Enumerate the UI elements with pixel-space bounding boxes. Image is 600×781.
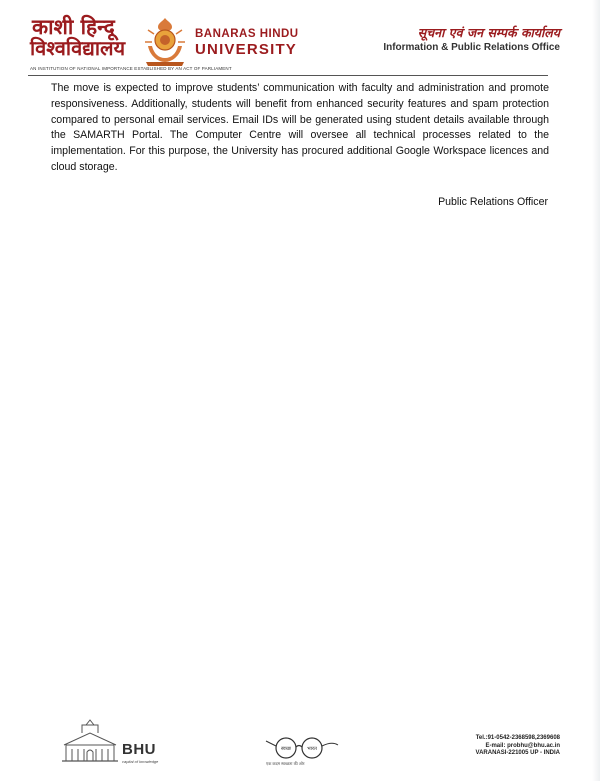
university-name-hindi: [30, 16, 125, 59]
office-name-english: Information & Public Relations Office: [383, 42, 560, 53]
office-name-hindi: सूचना एवं जन सम्पर्क कार्यालय: [417, 25, 560, 40]
hindi-name-line2: विश्वविद्यालय: [30, 36, 126, 61]
bhu-building-icon: [60, 719, 120, 765]
page-edge: [592, 0, 600, 781]
letterhead-tagline: AN INSTITUTION OF NATIONAL IMPORTANCE ESTABLISHED BY AN ACT OF PARLIAMENT: [30, 66, 232, 71]
bhu-logo-text: BHU: [122, 741, 156, 758]
swachh-tagline: एक कदम स्वच्छता की ओर: [266, 761, 305, 766]
university-emblem-icon: [140, 16, 190, 68]
office-name: [383, 24, 560, 53]
bhu-logo-subtext: capital of knowledge: [122, 759, 159, 764]
footer: [0, 715, 600, 775]
contact-details: [476, 735, 560, 758]
signature-line: Public Relations Officer: [438, 196, 548, 208]
contact-email: E-mail: probhu@bhu.ac.in: [485, 742, 560, 749]
university-name-english: [195, 28, 299, 58]
contact-telephone: Tel.:91-0542-2368598,2369608: [475, 735, 560, 741]
press-release-paragraph: The move is expected to improve students’ communication with faculty and administration and promote responsiveness. Additionally, students will benefit from enhanced security features and spam protection compared to personal email services. Email IDs will be generated using student details available through the SAMARTH Portal. The Computer Centre will oversee all technical processes related to the implementation. For this purpose, the University has procured additional Google Workspace licences and cloud storage.: [51, 82, 549, 173]
hindi-name-line1: काशी हिन्दू: [32, 14, 115, 39]
header-divider: [28, 75, 548, 76]
english-name-line1: BANARAS HINDU: [195, 28, 299, 40]
english-name-line2: UNIVERSITY: [195, 41, 298, 58]
swachh-bharat-glasses-icon: [262, 735, 342, 761]
contact-address: VARANASI-221005 UP - INDIA: [475, 750, 560, 756]
svg-text:स्वच्छ: स्वच्छ: [280, 746, 292, 752]
svg-text:भारत: भारत: [307, 746, 317, 752]
